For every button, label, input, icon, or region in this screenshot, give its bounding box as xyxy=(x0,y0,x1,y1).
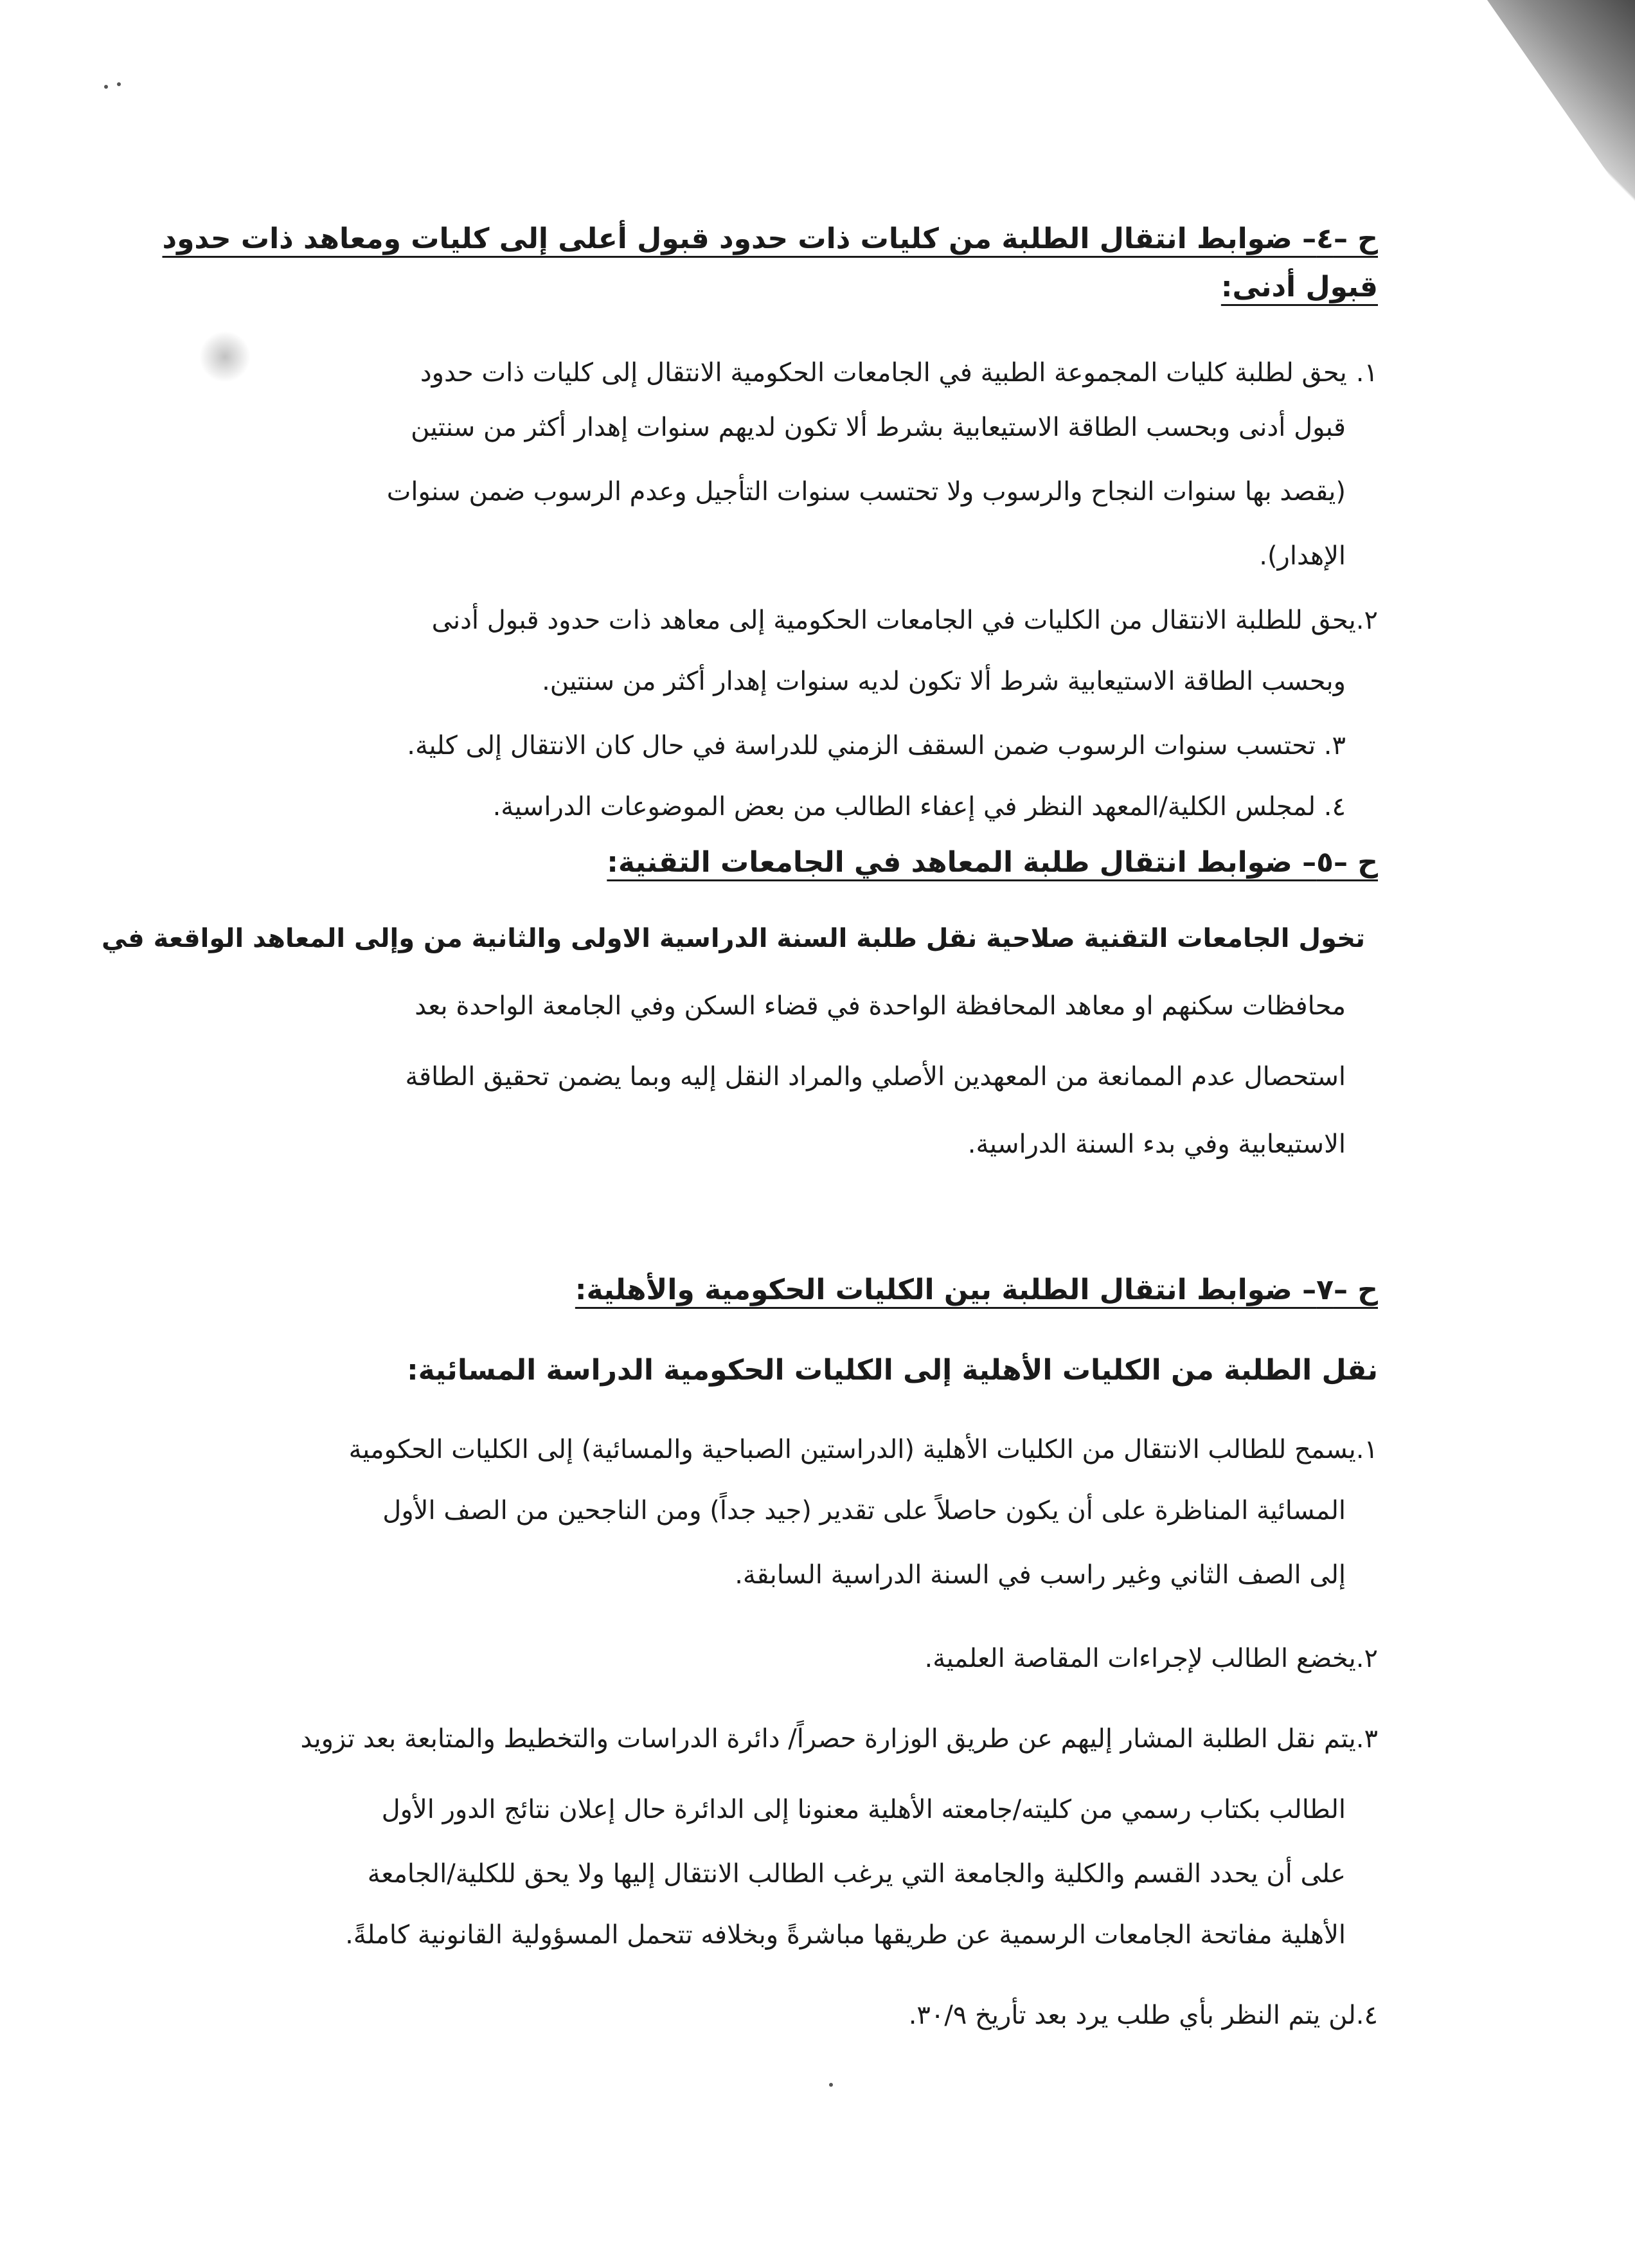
section-h4-item-2-line-1 xyxy=(432,608,1378,633)
item-number: ٢. xyxy=(1355,1644,1378,1673)
item-text: يحق لطلبة كليات المجموعة الطبية في الجامعات الحكومية الانتقال إلى كليات ذات حدود xyxy=(420,358,1347,388)
scan-speck xyxy=(829,2083,833,2087)
item-number: ٣. xyxy=(1323,731,1346,760)
item-text: يسمح للطالب الانتقال من الكليات الأهلية (الدراستين الصباحية والمسائية) إلى الكليات الحكومية xyxy=(348,1435,1356,1464)
scan-speck xyxy=(104,85,108,89)
item-text: لمجلس الكلية/المعهد النظر في إعفاء الطالب من بعض الموضوعات الدراسية. xyxy=(492,792,1316,822)
section-h7-subtitle: نقل الطلبة من الكليات الأهلية إلى الكليات الحكومية الدراسة المسائية: xyxy=(407,1354,1378,1387)
section-h7-item-3-line-4: الأهلية مفاتحة الجامعات الرسمية عن طريقها مباشرةً وبخلافه تتحمل المسؤولية القانونية كاملةً. xyxy=(345,1920,1346,1950)
folded-corner xyxy=(1487,0,1635,212)
scan-speck xyxy=(117,82,121,86)
item-text: يحق للطلبة الانتقال من الكليات في الجامعات الحكومية إلى معاهد ذات حدود قبول أدنى xyxy=(431,606,1356,635)
section-h7-item-3-line-2: الطالب بكتاب رسمي من كليته/جامعته الأهلية معنونا إلى الدائرة حال إعلان نتائج الدور الأول xyxy=(381,1795,1346,1824)
item-text: يخضع الطالب لإجراءات المقاصة العلمية. xyxy=(924,1644,1356,1673)
section-h7-item-1-line-2: المسائية المناظرة على أن يكون حاصلاً على تقدير (جيد جداً) ومن الناجحين من الصف الأول xyxy=(382,1496,1346,1526)
item-number: ١. xyxy=(1355,358,1378,388)
section-h5-line-3: استحصال عدم الممانعة من المعهدين الأصلي والمراد النقل إليه وبما يضمن تحقيق الطاقة xyxy=(405,1062,1346,1092)
section-h4-item-1-line-1 xyxy=(420,360,1378,386)
section-h7-item-2 xyxy=(924,1646,1378,1671)
item-number: ٤. xyxy=(1323,792,1346,822)
item-text: تحتسب سنوات الرسوب ضمن السقف الزمني للدراسة في حال كان الانتقال إلى كلية. xyxy=(407,731,1316,760)
section-h4-item-1-line-2: قبول أدنى وبحسب الطاقة الاستيعابية بشرط ألا تكون لديهم سنوات إهدار أكثر من سنتين xyxy=(411,413,1346,442)
section-h7-item-3-line-3: على أن يحدد القسم والكلية والجامعة التي يرغب الطالب الانتقال إليها ولا يحق للكلية/الجامعة xyxy=(367,1859,1346,1889)
item-number: ٢. xyxy=(1355,606,1378,635)
section-h7-item-4 xyxy=(909,2003,1378,2028)
section-h4-item-1-line-3: (يقصد بها سنوات النجاح والرسوب ولا تحتسب سنوات التأجيل وعدم الرسوب ضمن سنوات xyxy=(386,477,1346,507)
section-h5-line-4: الاستيعابية وفي بدء السنة الدراسية. xyxy=(967,1130,1346,1159)
section-h7-item-3-line-1 xyxy=(300,1726,1378,1752)
section-h4-title-line2: قبول أدنى: xyxy=(1220,271,1378,303)
section-h4-item-4 xyxy=(493,794,1346,820)
item-number: ٣. xyxy=(1355,1724,1378,1754)
section-h4-item-2-line-2: وبحسب الطاقة الاستيعابية شرط ألا تكون لديه سنوات إهدار أكثر من سنتين. xyxy=(542,667,1346,696)
section-h5-title: ح –٥– ضوابط انتقال طلبة المعاهد في الجامعات التقنية: xyxy=(607,846,1378,879)
item-number: ١. xyxy=(1355,1435,1378,1464)
section-h4-item-1-line-4: الإهدار). xyxy=(1259,541,1346,571)
section-h4-item-3 xyxy=(407,733,1346,759)
item-text: يتم نقل الطلبة المشار إليهم عن طريق الوزارة حصراً/ دائرة الدراسات والتخطيط والمتابعة بعد تزويد xyxy=(300,1724,1356,1754)
scan-smudge xyxy=(199,331,251,382)
section-h5-line-2: محافظات سكنهم او معاهد المحافظة الواحدة في قضاء السكن وفي الجامعة الواحدة بعد xyxy=(415,991,1346,1021)
section-h7-item-1-line-3: إلى الصف الثاني وغير راسب في السنة الدراسية السابقة. xyxy=(735,1560,1346,1590)
item-text: لن يتم النظر بأي طلب يرد بعد تأريخ ٣٠/٩. xyxy=(908,2001,1356,2030)
section-h4-title-line1: ح –٤– ضوابط انتقال الطلبة من كليات ذات حدود قبول أعلى إلى كليات ومعاهد ذات حدود xyxy=(162,222,1378,255)
item-number: ٤. xyxy=(1355,2001,1378,2030)
section-h7-item-1-line-1 xyxy=(349,1437,1378,1462)
section-h5-line-1: تخول الجامعات التقنية صلاحية نقل طلبة السنة الدراسية الاولى والثانية من وإلى المعاهد الواقعة في xyxy=(102,924,1365,953)
section-h7-title: ح –٧– ضوابط انتقال الطلبة بين الكليات الحكومية والأهلية: xyxy=(575,1274,1378,1306)
